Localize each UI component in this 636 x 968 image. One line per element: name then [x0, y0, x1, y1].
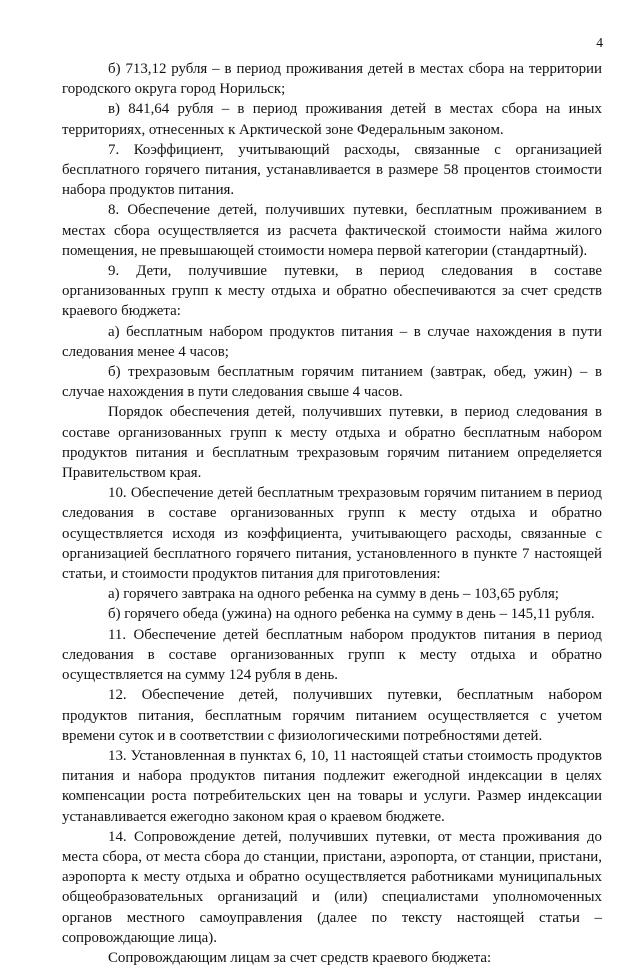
paragraph-10a: а) горячего завтрака на одного ребенка на сумму в день – 103,65 рубля;	[108, 586, 559, 603]
paragraph-9: 9. Дети, получившие путевки, в период следования в составе организованных групп к месту отдыха и обратно обеспечиваются за счет средств краевого бюджета:	[62, 263, 602, 320]
paragraph-9-procedure: Порядок обеспечения детей, получивших путевки, в период следования в составе организованных групп к месту отдыха и обратно бесплатным набором продуктов питания и бесплатным трехразовым горячим питанием определяется Правительством края.	[62, 404, 602, 482]
paragraph-6b: б) 713,12 рубля – в период проживания детей в местах сбора на территории городского округа город Норильск;	[62, 61, 602, 98]
paragraph-13: 13. Установленная в пунктах 6, 10, 11 настоящей статьи стоимость продуктов питания и набора продуктов питания подлежит ежегодной индексации в целях компенсации роста потребительских цен на товары и услуги. Размер индексации устанавливается ежегодно законом края о краевом бюджете.	[62, 747, 602, 825]
paragraph-12: 12. Обеспечение детей, получивших путевки, бесплатным набором продуктов питания, бесплатным горячим питанием осуществляется с учетом времени суток и в соответствии с физиологическими потребностями детей.	[62, 687, 602, 744]
paragraph-7: 7. Коэффициент, учитывающий расходы, связанные с организацией бесплатного горячего питания, устанавливается в размере 58 процентов стоимости набора продуктов питания.	[62, 141, 602, 199]
document-body	[62, 59, 602, 968]
paragraph-escorts: Сопровождающим лицам за счет средств краевого бюджета:	[108, 949, 492, 966]
paragraph-10: 10. Обеспечение детей бесплатным трехразовым горячим питанием в период следования в составе организованных групп к месту отдыха и обратно осуществляется исходя из коэффициента, учитывающего расходы, связанные с организацией бесплатного горячего питания, установленного в пункте 7 настоящей статьи, и стоимости продуктов питания для приготовления:	[62, 485, 602, 583]
page-number: 4	[596, 35, 603, 50]
paragraph-8: 8. Обеспечение детей, получивших путевки, бесплатным проживанием в местах сбора осуществляется из расчета фактической стоимости найма жилого помещения, не превышающей стоимости номера первой категории (стандартный).	[62, 202, 602, 259]
paragraph-10b: б) горячего обеда (ужина) на одного ребенка на сумму в день – 145,11 рубля.	[108, 606, 595, 623]
paragraph-11: 11. Обеспечение детей бесплатным набором продуктов питания в период следования в составе организованных групп к месту отдыха и обратно осуществляется на сумму 124 рубля в день.	[62, 626, 602, 684]
paragraph-9a: а) бесплатным набором продуктов питания – в случае нахождения в пути следования менее 4 часов;	[62, 323, 602, 360]
paragraph-14: 14. Сопровождение детей, получивших путевки, от места проживания до места сбора, от места сбора до станции, пристани, аэропорта, от станции, пристани, аэропорта к месту отдыха и обратно осуществляется работниками муниципальных общеобразовательных организаций и (или) специалистами уполномоченных органов местного самоуправления (далее по тексту настоящей статьи – сопровождающие лица).	[62, 828, 602, 946]
paragraph-6c: в) 841,64 рубля – в период проживания детей в местах сбора на иных территориях, отнесенных к Арктической зоне Федеральным законом.	[62, 101, 602, 138]
paragraph-9b: б) трехразовым бесплатным горячим питанием (завтрак, обед, ужин) – в случае нахождения в пути следования свыше 4 часов.	[62, 364, 602, 401]
